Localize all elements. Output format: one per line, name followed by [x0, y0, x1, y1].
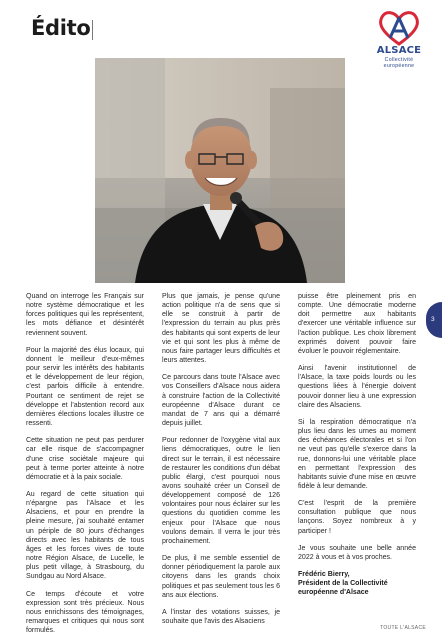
logo-subtitle-2: européenne — [383, 63, 415, 69]
text-column-1 — [26, 292, 144, 640]
signature — [298, 570, 416, 597]
portrait-photo-icon — [95, 58, 345, 283]
paragraph: Plus que jamais, je pense qu'une action politique n'a de sens que si elle se construit à partir de l'expression du terrain au plus près des habitants qui sont experts de leur vie et qui sont les plus à même de nous faire partager leurs difficultés et leurs attentes. — [162, 293, 280, 365]
paragraph: Ainsi l'avenir institutionnel de l'Alsace, la taxe poids lourds ou les questions liées à l'énergie doivent pouvoir donner lieu à une expression claire des Alsaciens. — [298, 365, 416, 409]
logo-name: ALSACE — [376, 45, 422, 56]
paragraph: Ce parcours dans toute l'Alsace avec vos Conseillers d'Alsace nous aidera à construire l'action de la Collectivité européenne d'Alsace durant ce mandat de 7 ans qui a démarré depuis juillet. — [162, 374, 280, 428]
paragraph: Pour la majorité des élus locaux, qui donnent le meilleur d'eux-mêmes pour servir les intérêts des habitants et le développement de leur région, c'est parfois difficile à entendre. Pourtant ce sentiment de rejet se développe et l'abstention record aux dernières élections locales illustre ce ressenti. — [26, 346, 144, 428]
logo-subtitle-1: Collectivité — [384, 57, 414, 63]
alsace-logo-icon — [376, 10, 422, 46]
footer-publication: TOUTE L'ALSACE — [380, 625, 426, 631]
signature-org: européenne d'Alsace — [298, 589, 369, 597]
page-number-tab — [426, 302, 442, 338]
alsace-logo — [368, 10, 430, 72]
paragraph: Cette situation ne peut pas perdurer car elle risque de s'accompagner d'une crise sociétale majeure qui peut à terme porter atteinte à notre démocratie et à la paix sociale. — [26, 437, 144, 481]
paragraph: Au regard de cette situation qui n'épargne pas l'Alsace et les Alsaciens, et pour en prendre la pleine mesure, j'ai souhaité entamer un périple de 80 jours d'échanges directs avec les habitants de tous âges et les forces vives de toute notre Région Alsace, de Lucelle, le plus petit village, à Strasbourg, du Sundgau au Nord Alsace. — [26, 490, 144, 581]
paragraph: C'est l'esprit de la première consultation publique que nous lançons. Soyez nombreux à y participer ! — [298, 500, 416, 535]
paragraph: Ce temps d'écoute et votre expression sont très précieux. Nous nous enrichissons des témoignages, remarques et critiques qui nous sont formulés. — [26, 590, 144, 635]
portrait-photo — [95, 58, 345, 283]
page-title: Édito — [31, 16, 91, 40]
paragraph: De plus, il me semble essentiel de donner périodiquement la parole aux citoyens dans les grands choix politiques et pas seulement tous les 6 ans aux élections. — [162, 555, 280, 599]
signature-role: Président de la Collectivité — [298, 580, 388, 588]
paragraph: Si la respiration démocratique n'a plus lieu dans les urnes au moment des échéances électorales et si l'on ne veut pas qu'elle s'exerce dans la rue, donnons-lui une véritable place en permettant l'expression des habitants suivie d'une mise en œuvre fidèle à leur demande. — [298, 418, 416, 490]
paragraph: Pour redonner de l'oxygène vital aux liens démocratiques, outre le lien direct sur le terrain, il est nécessaire de restaurer les conditions d'un débat public élargi, c'est pourquoi nous avons souhaité créer un Conseil de développement composé de 126 volontaires pour nous éclairer sur les questions du quotidien comme les enjeux pour l'Alsace que nous voulons demain. Il verra le jour très prochainement. — [162, 437, 280, 545]
paragraph: puisse être pleinement pris en compte. Une démocratie moderne doit permettre aux habitants d'exercer une véritable influence sur l'action publique. Les choix librement exprimés doivent pouvoir faire évoluer le pouvoir réglementaire. — [298, 293, 416, 355]
paragraph: A l'instar des votations suisses, je souhaite que l'avis des Alsaciens — [162, 608, 280, 625]
paragraph: Quand on interroge les Français sur notre système démocratique et les forces politiques qui les représentent, les mots défiance et désintérêt reviennent souvent. — [26, 293, 144, 337]
signature-name: Frédéric Bierry, — [298, 571, 350, 579]
text-column-2 — [162, 292, 280, 634]
title-divider — [92, 20, 93, 40]
paragraph: Je vous souhaite une belle année 2022 à vous et à vos proches. — [298, 544, 416, 561]
page-number: 3 — [431, 316, 435, 323]
text-column-3 — [298, 292, 416, 606]
